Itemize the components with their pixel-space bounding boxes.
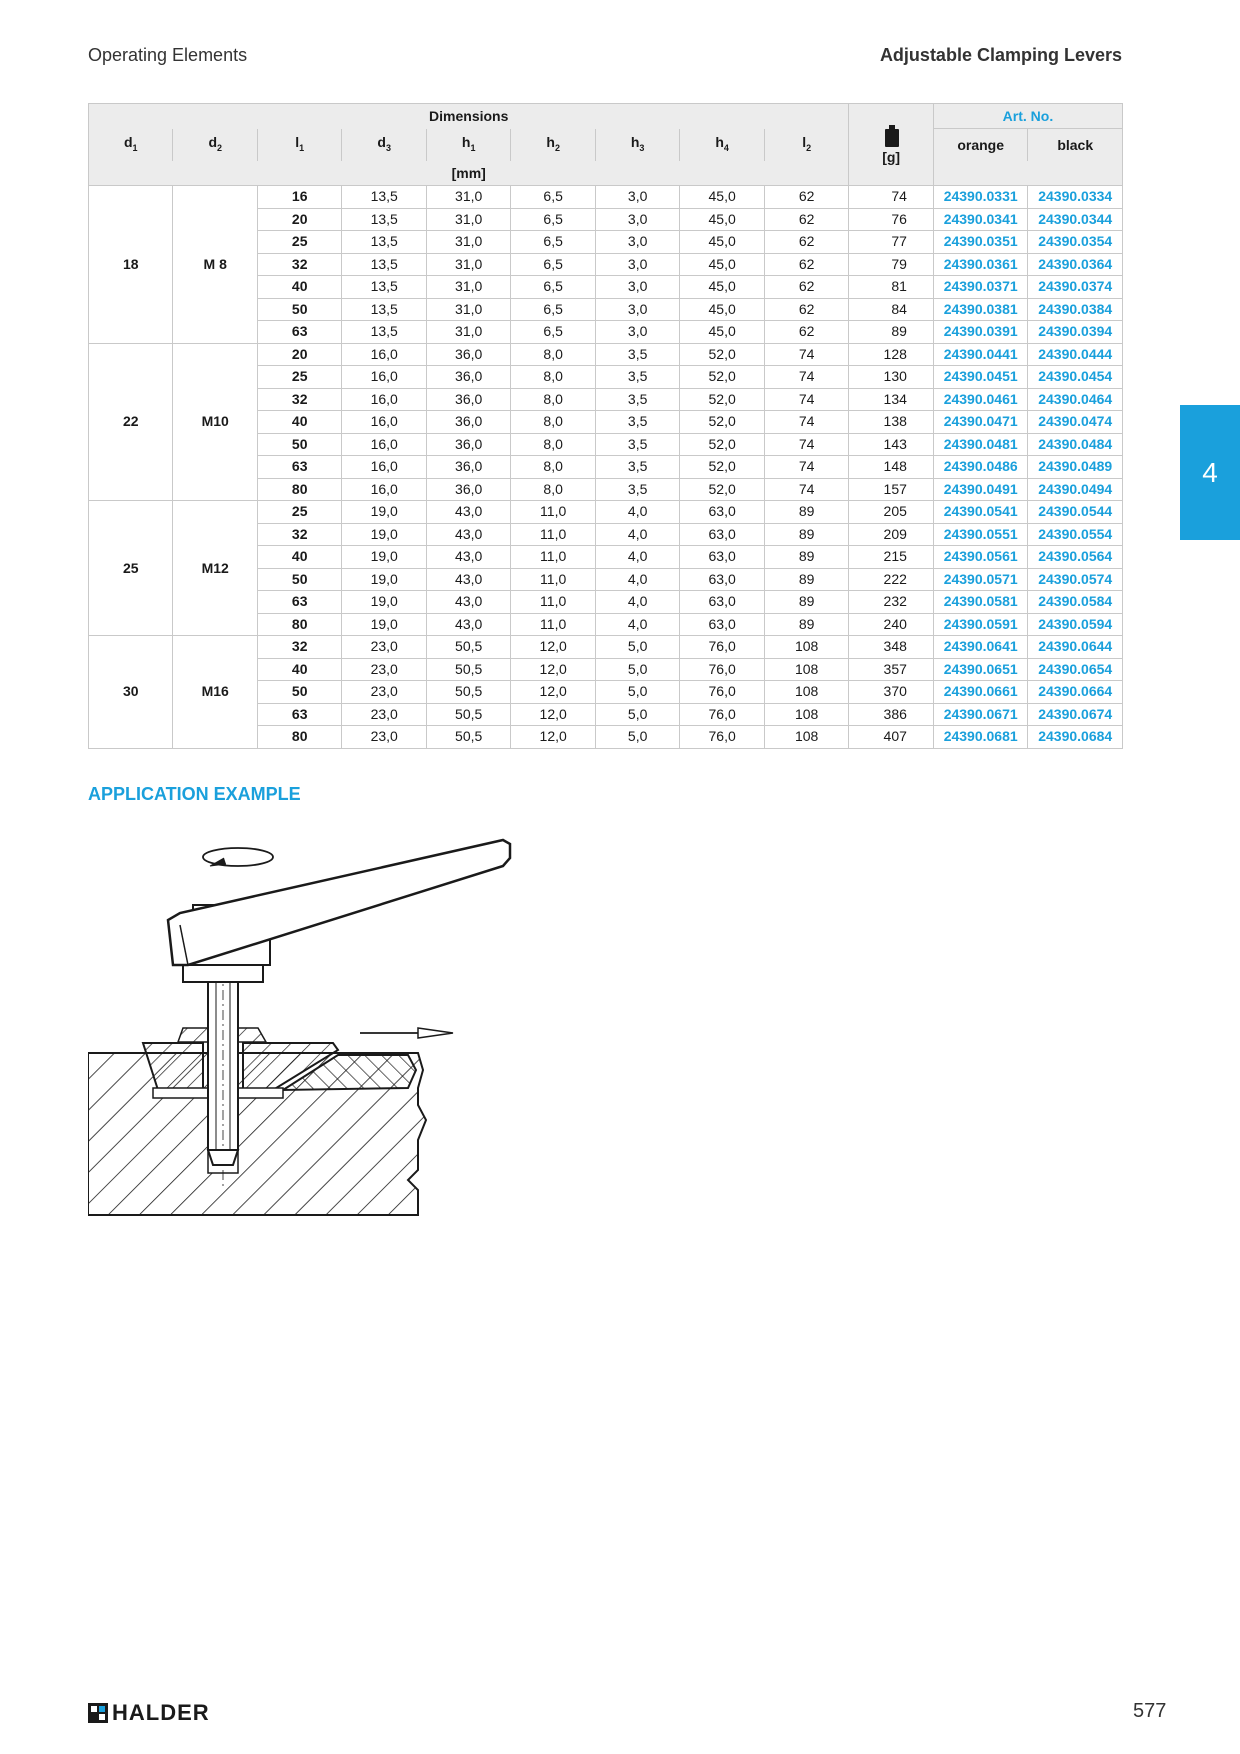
cell-weight: 209 (849, 523, 933, 546)
art-no-orange[interactable]: 24390.0381 (933, 298, 1028, 321)
cell-l1: 32 (257, 253, 341, 276)
col-header-orange: orange (933, 129, 1028, 162)
cell-value: 50,5 (426, 681, 510, 704)
cell-value: 31,0 (426, 186, 510, 209)
weight-icon (884, 124, 898, 144)
col-header-d3: $d_3$ (342, 129, 426, 162)
col-header-d1: $d_1$ (89, 129, 173, 162)
cell-value: 63,0 (680, 568, 764, 591)
cell-l1: 25 (257, 501, 341, 524)
art-no-black[interactable]: 24390.0394 (1028, 321, 1123, 344)
art-no-orange[interactable]: 24390.0671 (933, 703, 1028, 726)
cell-value: 3,5 (595, 456, 679, 479)
cell-value: 108 (764, 703, 849, 726)
cell-value: 52,0 (680, 411, 764, 434)
cell-value: 62 (764, 231, 849, 254)
cell-value: 6,5 (511, 321, 595, 344)
direction-arrow-icon (360, 1028, 453, 1038)
cell-l1: 40 (257, 546, 341, 569)
art-no-orange[interactable]: 24390.0681 (933, 726, 1028, 749)
art-no-black[interactable]: 24390.0444 (1028, 343, 1123, 366)
art-no-black[interactable]: 24390.0684 (1028, 726, 1123, 749)
cell-value: 11,0 (511, 613, 595, 636)
cell-weight: 81 (849, 276, 933, 299)
weight-header (849, 104, 933, 186)
art-no-black[interactable]: 24390.0474 (1028, 411, 1123, 434)
cell-l1: 32 (257, 636, 341, 659)
cell-value: 45,0 (680, 298, 764, 321)
application-example-title: APPLICATION EXAMPLE (88, 784, 301, 804)
cell-weight: 74 (849, 186, 933, 209)
art-no-black[interactable]: 24390.0674 (1028, 703, 1123, 726)
table-body (89, 186, 1123, 749)
cell-d1: 25 (89, 501, 173, 636)
col-header-h4: $h_4$ (680, 129, 764, 162)
art-no-black[interactable]: 24390.0654 (1028, 658, 1123, 681)
art-no-black[interactable]: 24390.0384 (1028, 298, 1123, 321)
cell-value: 50,5 (426, 703, 510, 726)
section-name: Operating Elements (88, 45, 248, 65)
cell-value: 19,0 (342, 568, 426, 591)
cell-value: 3,0 (595, 208, 679, 231)
cell-value: 43,0 (426, 546, 510, 569)
cell-value: 76,0 (680, 703, 764, 726)
cell-l1: 25 (257, 366, 341, 389)
cell-value: 13,5 (342, 276, 426, 299)
col-header-d2: $d_2$ (173, 129, 257, 162)
cell-value: 74 (764, 388, 849, 411)
cell-value: 23,0 (342, 703, 426, 726)
art-no-black[interactable]: 24390.0594 (1028, 613, 1123, 636)
cell-value: 19,0 (342, 591, 426, 614)
cell-value: 5,0 (595, 681, 679, 704)
cell-value: 43,0 (426, 591, 510, 614)
cell-d2: M16 (173, 636, 257, 749)
cell-l1: 40 (257, 276, 341, 299)
cell-weight: 386 (849, 703, 933, 726)
cell-value: 36,0 (426, 456, 510, 479)
cell-value: 8,0 (511, 366, 595, 389)
cell-value: 36,0 (426, 343, 510, 366)
cell-value: 62 (764, 253, 849, 276)
cell-l1: 40 (257, 658, 341, 681)
cell-value: 6,5 (511, 231, 595, 254)
cell-value: 31,0 (426, 231, 510, 254)
art-no-black[interactable]: 24390.0494 (1028, 478, 1123, 501)
cell-d1: 30 (89, 636, 173, 749)
art-no-black[interactable]: 24390.0354 (1028, 231, 1123, 254)
art-no-orange[interactable]: 24390.0541 (933, 501, 1028, 524)
art-no-orange[interactable]: 24390.0331 (933, 186, 1028, 209)
cell-value: 74 (764, 433, 849, 456)
cell-value: 31,0 (426, 321, 510, 344)
cell-weight: 232 (849, 591, 933, 614)
cell-value: 76,0 (680, 658, 764, 681)
cell-value: 16,0 (342, 411, 426, 434)
cell-value: 63,0 (680, 591, 764, 614)
cell-value: 13,5 (342, 208, 426, 231)
cell-weight: 240 (849, 613, 933, 636)
col-header-l1: $l_1$ (257, 129, 341, 162)
cell-value: 3,0 (595, 276, 679, 299)
cell-l1: 20 (257, 343, 341, 366)
table-row (89, 186, 1123, 209)
page-number: 577 (1133, 1700, 1167, 1722)
cell-value: 23,0 (342, 636, 426, 659)
cell-value: 50,5 (426, 636, 510, 659)
cell-value: 89 (764, 546, 849, 569)
cell-value: 89 (764, 591, 849, 614)
art-no-orange[interactable]: 24390.0661 (933, 681, 1028, 704)
cell-l1: 80 (257, 478, 341, 501)
art-no-orange[interactable]: 24390.0361 (933, 253, 1028, 276)
cell-value: 45,0 (680, 321, 764, 344)
cell-weight: 205 (849, 501, 933, 524)
cell-weight: 138 (849, 411, 933, 434)
cell-value: 6,5 (511, 298, 595, 321)
table-row (89, 343, 1123, 366)
cell-value: 76,0 (680, 636, 764, 659)
cell-value: 43,0 (426, 501, 510, 524)
cell-value: 89 (764, 613, 849, 636)
cell-weight: 128 (849, 343, 933, 366)
cell-value: 52,0 (680, 433, 764, 456)
cell-value: 8,0 (511, 343, 595, 366)
cell-weight: 348 (849, 636, 933, 659)
cell-value: 13,5 (342, 253, 426, 276)
cell-value: 62 (764, 186, 849, 209)
cell-weight: 134 (849, 388, 933, 411)
halder-logo[interactable] (88, 1700, 210, 1726)
cell-value: 19,0 (342, 501, 426, 524)
cell-weight: 89 (849, 321, 933, 344)
logo-text: HALDER (112, 1700, 210, 1725)
art-no-black[interactable]: 24390.0644 (1028, 636, 1123, 659)
cell-value: 3,0 (595, 253, 679, 276)
cell-l1: 80 (257, 613, 341, 636)
cell-value: 108 (764, 726, 849, 749)
cell-value: 50,5 (426, 658, 510, 681)
cell-l1: 40 (257, 411, 341, 434)
art-no-black[interactable]: 24390.0454 (1028, 366, 1123, 389)
cell-value: 52,0 (680, 478, 764, 501)
cell-value: 12,0 (511, 703, 595, 726)
cell-value: 8,0 (511, 456, 595, 479)
art-no-black[interactable]: 24390.0554 (1028, 523, 1123, 546)
cell-value: 62 (764, 298, 849, 321)
art-no-black[interactable]: 24390.0374 (1028, 276, 1123, 299)
art-no-black[interactable]: 24390.0664 (1028, 681, 1123, 704)
rotation-arrow-icon (203, 848, 273, 866)
cell-value: 5,0 (595, 726, 679, 749)
cell-value: 3,5 (595, 411, 679, 434)
art-no-orange[interactable]: 24390.0641 (933, 636, 1028, 659)
cell-value: 36,0 (426, 388, 510, 411)
cell-value: 63,0 (680, 523, 764, 546)
cell-value: 89 (764, 501, 849, 524)
cell-l1: 50 (257, 433, 341, 456)
cell-l1: 16 (257, 186, 341, 209)
cell-l1: 20 (257, 208, 341, 231)
art-no-orange[interactable]: 24390.0371 (933, 276, 1028, 299)
col-header-h3: $h_3$ (595, 129, 679, 162)
cell-value: 12,0 (511, 658, 595, 681)
cell-value: 74 (764, 366, 849, 389)
cell-value: 3,5 (595, 478, 679, 501)
cell-value: 62 (764, 276, 849, 299)
art-no-orange[interactable]: 24390.0561 (933, 546, 1028, 569)
art-no-black[interactable]: 24390.0484 (1028, 433, 1123, 456)
art-no-black[interactable]: 24390.0564 (1028, 546, 1123, 569)
cell-value: 6,5 (511, 276, 595, 299)
cell-value: 4,0 (595, 568, 679, 591)
cell-weight: 215 (849, 546, 933, 569)
cell-value: 11,0 (511, 523, 595, 546)
cell-value: 63,0 (680, 501, 764, 524)
art-no-orange[interactable]: 24390.0451 (933, 366, 1028, 389)
cell-l1: 50 (257, 681, 341, 704)
art-no-orange[interactable]: 24390.0351 (933, 231, 1028, 254)
cell-d2: M 8 (173, 186, 257, 344)
cell-value: 74 (764, 411, 849, 434)
art-no-orange[interactable]: 24390.0651 (933, 658, 1028, 681)
cell-value: 11,0 (511, 591, 595, 614)
cell-weight: 357 (849, 658, 933, 681)
cell-value: 11,0 (511, 501, 595, 524)
cell-value: 74 (764, 456, 849, 479)
cell-weight: 148 (849, 456, 933, 479)
cell-value: 13,5 (342, 186, 426, 209)
cell-l1: 63 (257, 703, 341, 726)
cell-value: 45,0 (680, 276, 764, 299)
cell-value: 12,0 (511, 636, 595, 659)
cell-value: 3,0 (595, 298, 679, 321)
cell-value: 5,0 (595, 703, 679, 726)
artno-header: Art. No. (933, 104, 1122, 129)
cell-value: 19,0 (342, 613, 426, 636)
cell-value: 16,0 (342, 433, 426, 456)
cell-value: 3,5 (595, 433, 679, 456)
cell-value: 52,0 (680, 366, 764, 389)
column-header-row (89, 129, 1123, 162)
unit-g: [g] (882, 148, 901, 165)
cell-value: 108 (764, 681, 849, 704)
cell-value: 23,0 (342, 658, 426, 681)
cell-value: 36,0 (426, 478, 510, 501)
cell-value: 23,0 (342, 726, 426, 749)
cell-value: 4,0 (595, 523, 679, 546)
art-no-orange[interactable]: 24390.0481 (933, 433, 1028, 456)
cell-l1: 25 (257, 231, 341, 254)
cell-d2: M12 (173, 501, 257, 636)
cell-value: 4,0 (595, 591, 679, 614)
cell-value: 108 (764, 658, 849, 681)
cell-value: 8,0 (511, 411, 595, 434)
cell-value: 36,0 (426, 433, 510, 456)
cell-value: 6,5 (511, 253, 595, 276)
cell-value: 3,0 (595, 186, 679, 209)
cell-l1: 63 (257, 591, 341, 614)
cell-value: 19,0 (342, 546, 426, 569)
cell-value: 16,0 (342, 388, 426, 411)
cell-value: 6,5 (511, 208, 595, 231)
art-no-black[interactable]: 24390.0334 (1028, 186, 1123, 209)
cell-l1: 63 (257, 321, 341, 344)
art-no-orange[interactable]: 24390.0591 (933, 613, 1028, 636)
col-header-l2: $l_2$ (764, 129, 849, 162)
art-no-black[interactable]: 24390.0489 (1028, 456, 1123, 479)
art-no-black[interactable]: 24390.0574 (1028, 568, 1123, 591)
cell-l1: 50 (257, 298, 341, 321)
cell-value: 3,5 (595, 366, 679, 389)
cell-value: 76,0 (680, 681, 764, 704)
cell-value: 3,0 (595, 321, 679, 344)
cell-value: 6,5 (511, 186, 595, 209)
cell-l1: 32 (257, 388, 341, 411)
art-no-black[interactable]: 24390.0364 (1028, 253, 1123, 276)
col-header-h2: $h_2$ (511, 129, 595, 162)
artno-spacer (933, 161, 1122, 186)
cell-value: 8,0 (511, 478, 595, 501)
art-no-black[interactable]: 24390.0464 (1028, 388, 1123, 411)
cell-value: 5,0 (595, 636, 679, 659)
cell-value: 45,0 (680, 253, 764, 276)
table-row (89, 636, 1123, 659)
cell-value: 3,5 (595, 388, 679, 411)
cell-value: 13,5 (342, 298, 426, 321)
dimensions-header: Dimensions (89, 104, 849, 129)
art-no-orange[interactable]: 24390.0491 (933, 478, 1028, 501)
cell-value: 50,5 (426, 726, 510, 749)
cell-value: 3,5 (595, 343, 679, 366)
cell-value: 3,0 (595, 231, 679, 254)
unit-mm: [mm] (89, 161, 849, 186)
art-no-orange[interactable]: 24390.0441 (933, 343, 1028, 366)
cell-weight: 157 (849, 478, 933, 501)
art-no-black[interactable]: 24390.0344 (1028, 208, 1123, 231)
cell-value: 36,0 (426, 366, 510, 389)
chapter-tab[interactable]: 4 (1180, 405, 1240, 540)
cell-value: 43,0 (426, 613, 510, 636)
cell-value: 62 (764, 321, 849, 344)
cell-value: 16,0 (342, 478, 426, 501)
application-drawing (88, 830, 518, 1235)
art-no-orange[interactable]: 24390.0391 (933, 321, 1028, 344)
cell-value: 31,0 (426, 298, 510, 321)
cell-value: 31,0 (426, 276, 510, 299)
cell-value: 12,0 (511, 681, 595, 704)
cell-value: 89 (764, 523, 849, 546)
cell-value: 11,0 (511, 546, 595, 569)
cell-value: 62 (764, 208, 849, 231)
cell-value: 43,0 (426, 568, 510, 591)
cell-value: 16,0 (342, 366, 426, 389)
cell-value: 74 (764, 343, 849, 366)
cell-weight: 222 (849, 568, 933, 591)
cell-value: 8,0 (511, 433, 595, 456)
page-title: Adjustable Clamping Levers (879, 45, 1122, 65)
cell-l1: 50 (257, 568, 341, 591)
art-no-orange[interactable]: 24390.0581 (933, 591, 1028, 614)
cell-value: 19,0 (342, 523, 426, 546)
cell-value: 43,0 (426, 523, 510, 546)
art-no-orange[interactable]: 24390.0551 (933, 523, 1028, 546)
cell-value: 4,0 (595, 546, 679, 569)
cell-l1: 80 (257, 726, 341, 749)
cell-value: 45,0 (680, 208, 764, 231)
cell-value: 12,0 (511, 726, 595, 749)
cell-weight: 407 (849, 726, 933, 749)
art-no-orange[interactable]: 24390.0486 (933, 456, 1028, 479)
cell-value: 52,0 (680, 343, 764, 366)
table-header (89, 104, 1123, 186)
art-no-black[interactable]: 24390.0584 (1028, 591, 1123, 614)
col-header-black: black (1028, 129, 1123, 162)
cell-value: 5,0 (595, 658, 679, 681)
cell-d2: M10 (173, 343, 257, 501)
cell-weight: 76 (849, 208, 933, 231)
cell-value: 11,0 (511, 568, 595, 591)
table-row (89, 501, 1123, 524)
cell-value: 89 (764, 568, 849, 591)
cell-value: 31,0 (426, 208, 510, 231)
cell-value: 4,0 (595, 613, 679, 636)
cell-value: 4,0 (595, 501, 679, 524)
cell-value: 8,0 (511, 388, 595, 411)
art-no-orange[interactable]: 24390.0571 (933, 568, 1028, 591)
cell-value: 63,0 (680, 546, 764, 569)
cell-weight: 79 (849, 253, 933, 276)
cell-value: 16,0 (342, 456, 426, 479)
cell-l1: 63 (257, 456, 341, 479)
cell-value: 31,0 (426, 253, 510, 276)
spec-table (88, 103, 1123, 749)
cell-weight: 84 (849, 298, 933, 321)
cell-value: 36,0 (426, 411, 510, 434)
cell-weight: 77 (849, 231, 933, 254)
cell-value: 76,0 (680, 726, 764, 749)
art-no-black[interactable]: 24390.0544 (1028, 501, 1123, 524)
cell-value: 74 (764, 478, 849, 501)
cell-d1: 18 (89, 186, 173, 344)
cell-value: 13,5 (342, 231, 426, 254)
cell-value: 108 (764, 636, 849, 659)
art-no-orange[interactable]: 24390.0461 (933, 388, 1028, 411)
cell-weight: 143 (849, 433, 933, 456)
art-no-orange[interactable]: 24390.0341 (933, 208, 1028, 231)
cell-value: 45,0 (680, 231, 764, 254)
art-no-orange[interactable]: 24390.0471 (933, 411, 1028, 434)
cell-d1: 22 (89, 343, 173, 501)
cell-value: 52,0 (680, 388, 764, 411)
cell-value: 23,0 (342, 681, 426, 704)
application-diagram (88, 830, 518, 1230)
cell-l1: 32 (257, 523, 341, 546)
cell-value: 45,0 (680, 186, 764, 209)
cell-weight: 370 (849, 681, 933, 704)
cell-value: 52,0 (680, 456, 764, 479)
cell-value: 16,0 (342, 343, 426, 366)
col-header-h1: $h_1$ (426, 129, 510, 162)
cell-value: 63,0 (680, 613, 764, 636)
halder-logo-icon (88, 1703, 108, 1723)
lever-handle (168, 840, 510, 965)
cell-weight: 130 (849, 366, 933, 389)
cell-value: 13,5 (342, 321, 426, 344)
